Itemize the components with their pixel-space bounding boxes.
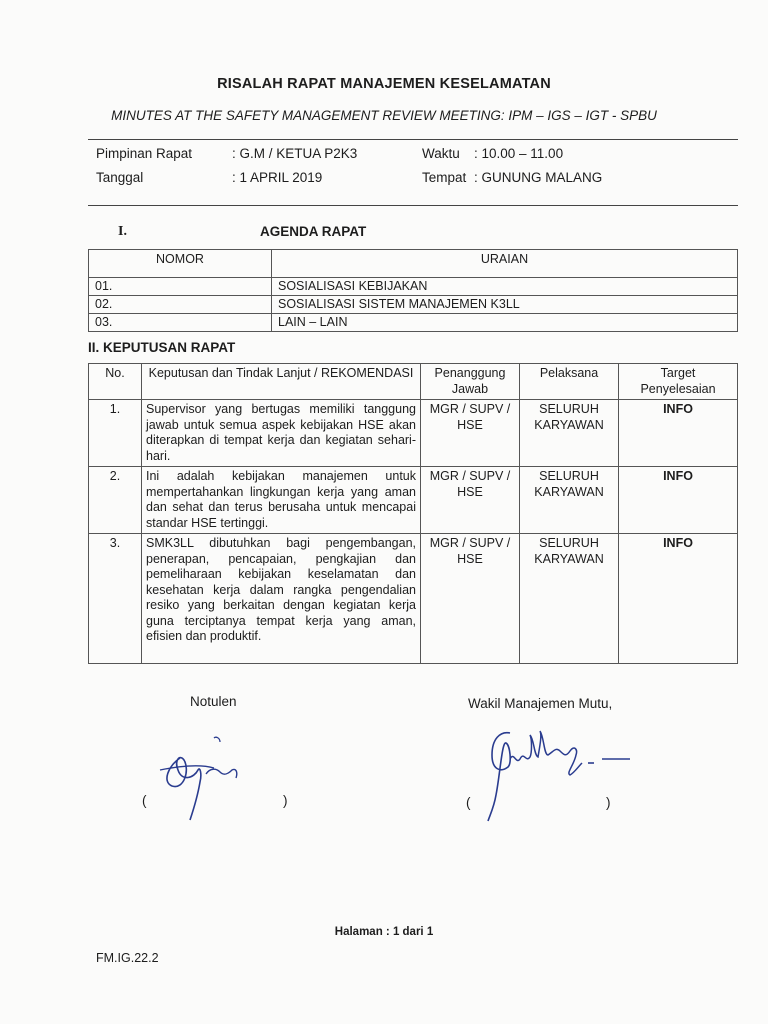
- keputusan-heading: II. KEPUTUSAN RAPAT: [88, 340, 236, 355]
- tanggal-label: Tanggal: [96, 170, 144, 185]
- signature-left: [150, 730, 260, 825]
- row-no: 3.: [89, 534, 142, 664]
- agenda-text: LAIN – LAIN: [272, 314, 738, 332]
- row-pj: MGR / SUPV / HSE: [421, 534, 520, 664]
- left-paren-close: ): [283, 793, 288, 808]
- form-code: FM.IG.22.2: [96, 951, 159, 965]
- row-pelaksana: SELURUH KARYAWAN: [520, 534, 619, 664]
- waktu-value: : 10.00 – 11.00: [474, 146, 564, 161]
- agenda-no: 01.: [89, 278, 272, 296]
- col-no: No.: [89, 364, 142, 400]
- row-target: INFO: [619, 400, 738, 467]
- table-row: [89, 534, 738, 664]
- table-row: [89, 400, 738, 467]
- row-no: 2.: [89, 467, 142, 534]
- waktu-label: Waktu: [422, 146, 460, 161]
- row-text: SMK3LL dibutuhkan bagi pengembangan, penerapan, pencapaian, pengkajian dan pemeliharaan kebijakan keselamatan dan kesehatan kerja dalam rangka pengendalian resiko yang berkaitan dengan kegiatan kerja guna terciptanya tempat kerja yang aman, efisien dan produktif.: [142, 534, 421, 664]
- pimpinan-value: : G.M / KETUA P2K3: [232, 146, 358, 161]
- notulen-label: Notulen: [190, 694, 237, 709]
- divider-bottom: [88, 205, 738, 206]
- signature-right: [470, 715, 645, 825]
- agenda-col-uraian: URAIAN: [272, 250, 738, 278]
- table-row: [89, 314, 738, 332]
- table-row: [89, 278, 738, 296]
- row-pelaksana: SELURUH KARYAWAN: [520, 467, 619, 534]
- keputusan-header-row: [89, 364, 738, 400]
- table-row: [89, 467, 738, 534]
- row-target: INFO: [619, 467, 738, 534]
- document-title: RISALAH RAPAT MANAJEMEN KESELAMATAN: [217, 76, 551, 92]
- wakil-manajemen-label: Wakil Manajemen Mutu,: [468, 696, 613, 711]
- agenda-header-row: [89, 250, 738, 278]
- divider-top: [88, 139, 738, 140]
- tanggal-value: : 1 APRIL 2019: [232, 170, 323, 185]
- tempat-value: : GUNUNG MALANG: [474, 170, 603, 185]
- col-keputusan: Keputusan dan Tindak Lanjut / REKOMENDASI: [142, 364, 421, 400]
- agenda-no: 03.: [89, 314, 272, 332]
- agenda-table: [88, 249, 738, 332]
- row-target: INFO: [619, 534, 738, 664]
- row-text: Supervisor yang bertugas memiliki tanggung jawab untuk semua aspek kebijakan HSE akan diterapkan di tempat kerja dan kegiatan sehari-hari.: [142, 400, 421, 467]
- right-paren-open: (: [466, 795, 471, 810]
- document-subtitle: MINUTES AT THE SAFETY MANAGEMENT REVIEW MEETING: IPM – IGS – IGT - SPBU: [111, 108, 657, 123]
- agenda-text: SOSIALISASI SISTEM MANAJEMEN K3LL: [272, 296, 738, 314]
- agenda-heading: AGENDA RAPAT: [260, 224, 367, 239]
- row-pj: MGR / SUPV / HSE: [421, 400, 520, 467]
- row-text: Ini adalah kebijakan manajemen untuk mempertahankan lingkungan kerja yang aman dan sehat dan terus berusaha untuk mencapai standar HSE tertinggi.: [142, 467, 421, 534]
- table-row: [89, 296, 738, 314]
- agenda-numeral: I.: [118, 224, 127, 239]
- col-pelaksana: Pelaksana: [520, 364, 619, 400]
- left-paren-open: (: [142, 793, 147, 808]
- page-number: Halaman : 1 dari 1: [334, 926, 434, 938]
- row-pj: MGR / SUPV / HSE: [421, 467, 520, 534]
- col-target: Target Penyelesaian: [619, 364, 738, 400]
- tempat-label: Tempat: [422, 170, 467, 185]
- keputusan-table: [88, 363, 738, 664]
- agenda-no: 02.: [89, 296, 272, 314]
- pimpinan-label: Pimpinan Rapat: [96, 146, 193, 161]
- row-no: 1.: [89, 400, 142, 467]
- agenda-text: SOSIALISASI KEBIJAKAN: [272, 278, 738, 296]
- row-pelaksana: SELURUH KARYAWAN: [520, 400, 619, 467]
- col-penanggung: Penanggung Jawab: [421, 364, 520, 400]
- right-paren-close: ): [606, 795, 611, 810]
- agenda-col-nomor: NOMOR: [89, 250, 272, 278]
